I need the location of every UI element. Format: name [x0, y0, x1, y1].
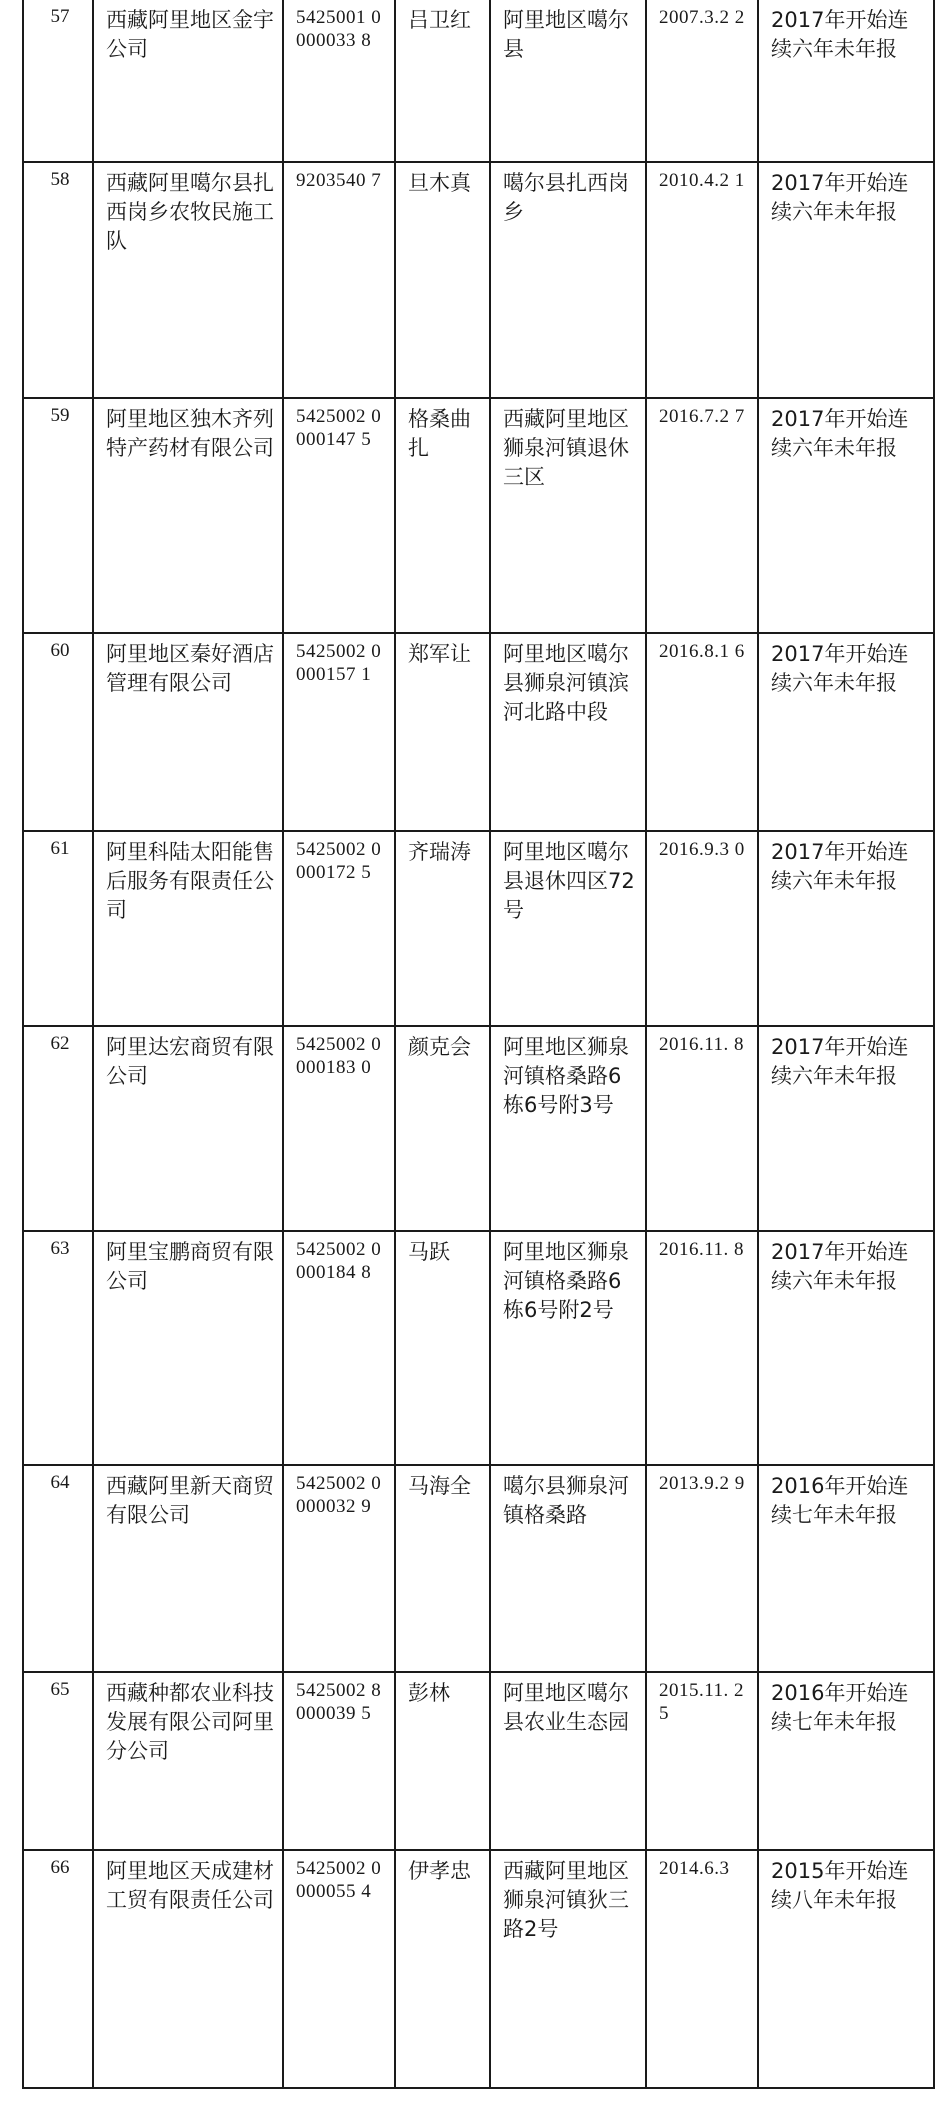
- table-row: [23, 162, 934, 398]
- report-status: 2017年开始连续六年未年报: [758, 633, 934, 831]
- report-status: 2017年开始连续六年未年报: [758, 398, 934, 633]
- legal-representative: 旦木真: [395, 162, 490, 398]
- report-status: 2015年开始连续八年未年报: [758, 1850, 934, 2088]
- company-name: 西藏种都农业科技发展有限公司阿里分公司: [93, 1672, 283, 1850]
- registration-date: 2014.6.3: [646, 1850, 758, 2088]
- table-row: [23, 398, 934, 633]
- registration-code: 5425002 0000157 1: [283, 633, 395, 831]
- registration-date: 2010.4.2 1: [646, 162, 758, 398]
- company-name: 西藏阿里地区金宇公司: [93, 0, 283, 162]
- registration-date: 2007.3.2 2: [646, 0, 758, 162]
- company-address: 阿里地区噶尔县退休四区72号: [490, 831, 646, 1026]
- company-name: 阿里地区独木齐列特产药材有限公司: [93, 398, 283, 633]
- report-status: 2017年开始连续六年未年报: [758, 831, 934, 1026]
- company-address: 阿里地区噶尔县狮泉河镇滨河北路中段: [490, 633, 646, 831]
- company-name: 西藏阿里噶尔县扎西岗乡农牧民施工队: [93, 162, 283, 398]
- table-row: [23, 633, 934, 831]
- legal-representative: 齐瑞涛: [395, 831, 490, 1026]
- company-address: 阿里地区噶尔县: [490, 0, 646, 162]
- row-number: 58: [23, 162, 93, 398]
- legal-representative: 彭林: [395, 1672, 490, 1850]
- registration-code: 5425002 0000183 0: [283, 1026, 395, 1231]
- registration-code: 5425002 0000172 5: [283, 831, 395, 1026]
- table-body: [23, 0, 934, 2088]
- row-number: 61: [23, 831, 93, 1026]
- registration-date: 2016.9.3 0: [646, 831, 758, 1026]
- registration-code: 5425002 0000184 8: [283, 1231, 395, 1465]
- registration-date: 2016.7.2 7: [646, 398, 758, 633]
- legal-representative: 郑军让: [395, 633, 490, 831]
- registration-date: 2013.9.2 9: [646, 1465, 758, 1672]
- registration-date: 2015.11. 25: [646, 1672, 758, 1850]
- table-row: [23, 0, 934, 162]
- report-status: 2017年开始连续六年未年报: [758, 1026, 934, 1231]
- registration-code: 9203540 7: [283, 162, 395, 398]
- row-number: 63: [23, 1231, 93, 1465]
- table-row: [23, 1026, 934, 1231]
- company-address: 噶尔县狮泉河镇格桑路: [490, 1465, 646, 1672]
- registration-date: 2016.11. 8: [646, 1026, 758, 1231]
- report-status: 2016年开始连续七年未年报: [758, 1672, 934, 1850]
- company-name: 阿里地区天成建材工贸有限责任公司: [93, 1850, 283, 2088]
- company-address: 西藏阿里地区狮泉河镇狄三路2号: [490, 1850, 646, 2088]
- report-status: 2017年开始连续六年未年报: [758, 0, 934, 162]
- registration-code: 5425001 0000033 8: [283, 0, 395, 162]
- table-row: [23, 1672, 934, 1850]
- registration-code: 5425002 0000147 5: [283, 398, 395, 633]
- row-number: 62: [23, 1026, 93, 1231]
- registration-code: 5425002 0000055 4: [283, 1850, 395, 2088]
- company-name: 阿里宝鹏商贸有限公司: [93, 1231, 283, 1465]
- legal-representative: 吕卫红: [395, 0, 490, 162]
- registration-code: 5425002 0000032 9: [283, 1465, 395, 1672]
- registration-date: 2016.8.1 6: [646, 633, 758, 831]
- company-name: 阿里地区秦好酒店管理有限公司: [93, 633, 283, 831]
- legal-representative: 马海全: [395, 1465, 490, 1672]
- row-number: 59: [23, 398, 93, 633]
- row-number: 57: [23, 0, 93, 162]
- company-name: 西藏阿里新天商贸有限公司: [93, 1465, 283, 1672]
- company-address: 阿里地区噶尔县农业生态园: [490, 1672, 646, 1850]
- legal-representative: 马跃: [395, 1231, 490, 1465]
- enterprise-roster-table: [22, 0, 935, 2089]
- table-row: [23, 1850, 934, 2088]
- registration-code: 5425002 8000039 5: [283, 1672, 395, 1850]
- report-status: 2017年开始连续六年未年报: [758, 1231, 934, 1465]
- company-address: 西藏阿里地区狮泉河镇退休三区: [490, 398, 646, 633]
- legal-representative: 颜克会: [395, 1026, 490, 1231]
- company-name: 阿里达宏商贸有限公司: [93, 1026, 283, 1231]
- legal-representative: 格桑曲扎: [395, 398, 490, 633]
- company-address: 阿里地区狮泉河镇格桑路6栋6号附3号: [490, 1026, 646, 1231]
- registration-date: 2016.11. 8: [646, 1231, 758, 1465]
- row-number: 64: [23, 1465, 93, 1672]
- row-number: 65: [23, 1672, 93, 1850]
- legal-representative: 伊孝忠: [395, 1850, 490, 2088]
- table-row: [23, 1465, 934, 1672]
- report-status: 2017年开始连续六年未年报: [758, 162, 934, 398]
- table-row: [23, 1231, 934, 1465]
- table-row: [23, 831, 934, 1026]
- row-number: 60: [23, 633, 93, 831]
- row-number: 66: [23, 1850, 93, 2088]
- report-status: 2016年开始连续七年未年报: [758, 1465, 934, 1672]
- company-name: 阿里科陆太阳能售后服务有限责任公司: [93, 831, 283, 1026]
- company-address: 阿里地区狮泉河镇格桑路6栋6号附2号: [490, 1231, 646, 1465]
- company-address: 噶尔县扎西岗乡: [490, 162, 646, 398]
